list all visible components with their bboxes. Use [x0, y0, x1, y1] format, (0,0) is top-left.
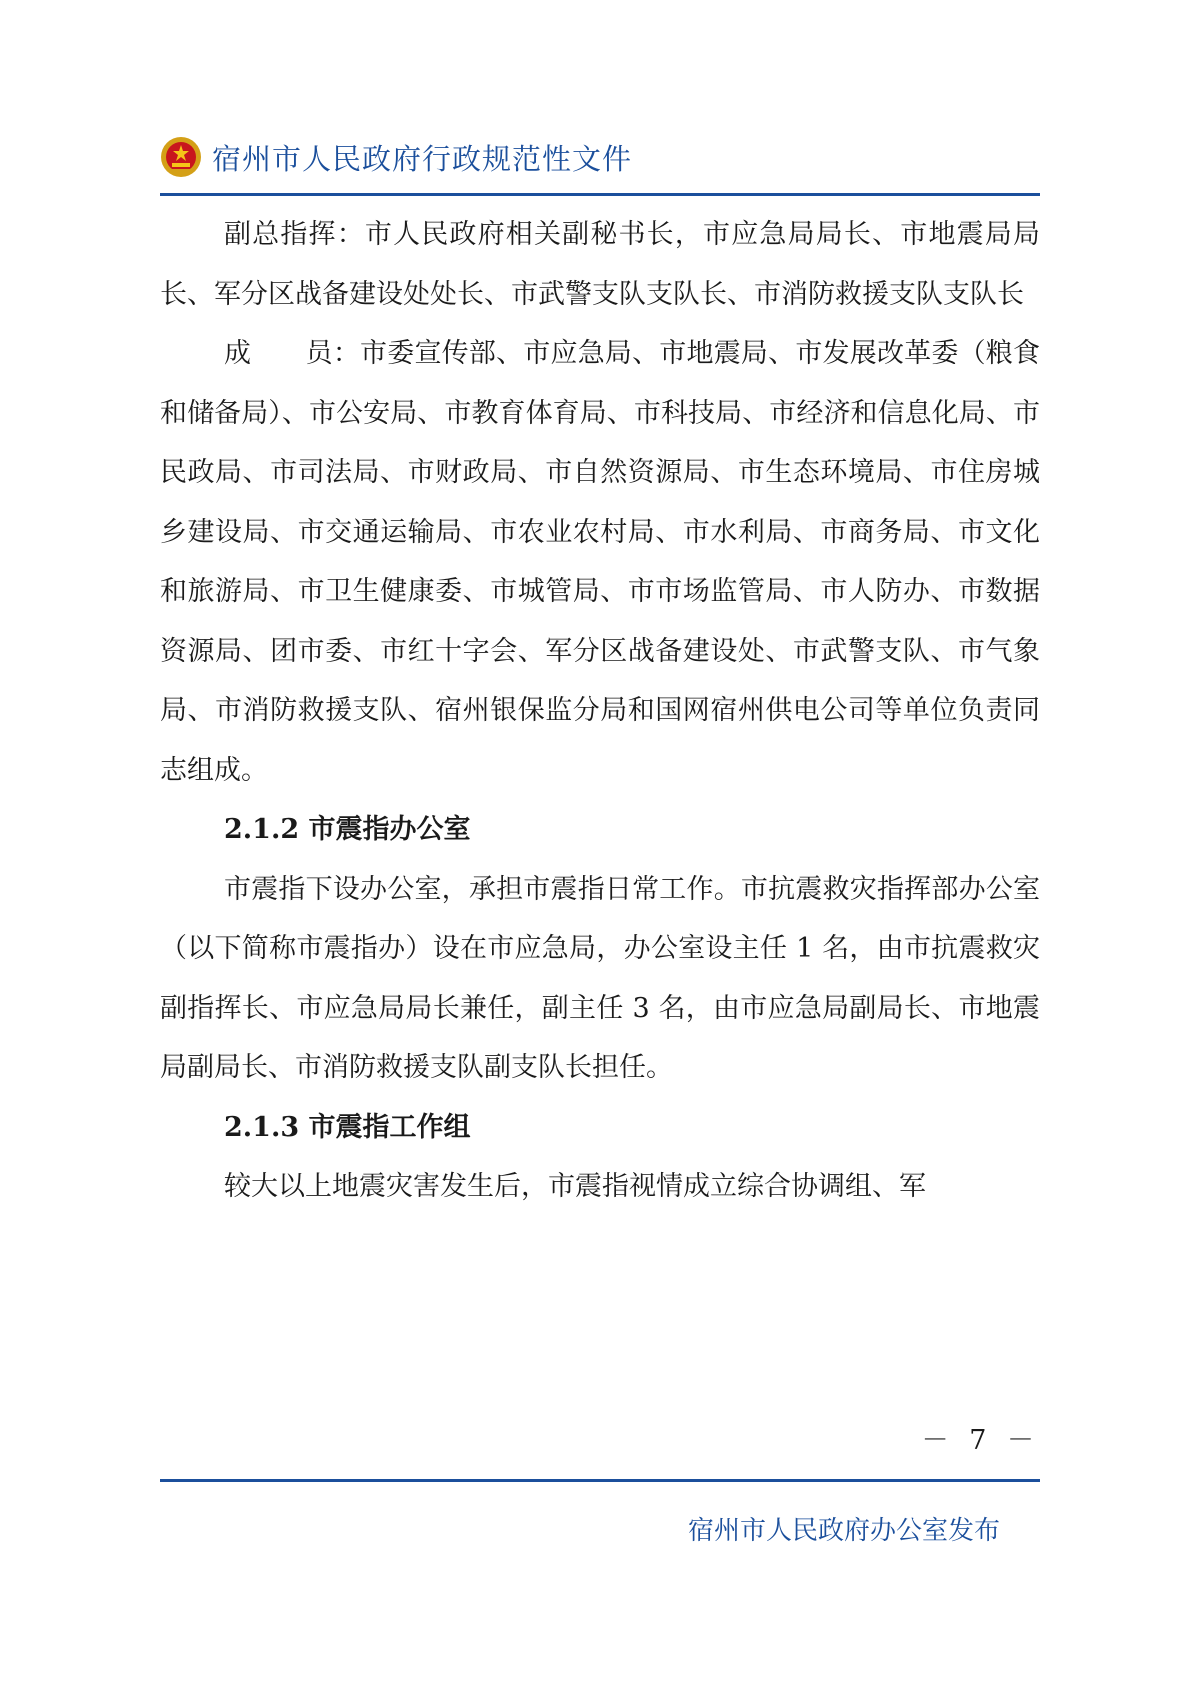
footer-rule [160, 1479, 1040, 1482]
national-emblem-icon [160, 136, 202, 178]
office-paragraph: 市震指下设办公室，承担市震指日常工作。市抗震救灾指挥部办公室（以下简称市震指办）设在市应急局，办公室设主任 1 名，由市抗震救灾副指挥长、市应急局局长兼任，副主任 3 名，由市应急局副局长、市地震局副局长、市消防救援支队副支队长担任。 [160, 873, 1040, 1083]
publisher-footer: 宿州市人民政府办公室发布 [687, 1516, 1000, 1546]
vice-commander-paragraph: 副总指挥：市人民政府相关副秘书长，市应急局局长、市地震局局长、军分区战备建设处处长、市武警支队支队长、市消防救援支队支队长 [160, 219, 1040, 310]
page-number: － 7 － [921, 1425, 1040, 1456]
section-heading-2-1-2: 2.1.2 市震指办公室 [224, 814, 471, 845]
working-groups-paragraph: 较大以上地震灾害发生后，市震指视情成立综合协调组、军 [224, 1171, 926, 1202]
header-rule [160, 193, 1040, 196]
header-title: 宿州市人民政府行政规范性文件 [212, 141, 633, 176]
members-paragraph: 成 员：市委宣传部、市应急局、市地震局、市发展改革委（粮食和储备局）、市公安局、市教育体育局、市科技局、市经济和信息化局、市民政局、市司法局、市财政局、市自然资源局、市生态环境局、市住房城乡建设局、市交通运输局、市农业农村局、市水利局、市商务局、市文化和旅游局、市卫生健康委、市城管局、市市场监管局、市人防办、市数据资源局、团市委、市红十字会、军分区战备建设处、市武警支队、市气象局、市消防救援支队、宿州银保监分局和国网宿州供电公司等单位负责同志组成。 [160, 338, 1040, 786]
section-heading-2-1-3: 2.1.3 市震指工作组 [224, 1111, 471, 1143]
document-header [160, 128, 1040, 186]
document-body [160, 205, 1040, 1217]
